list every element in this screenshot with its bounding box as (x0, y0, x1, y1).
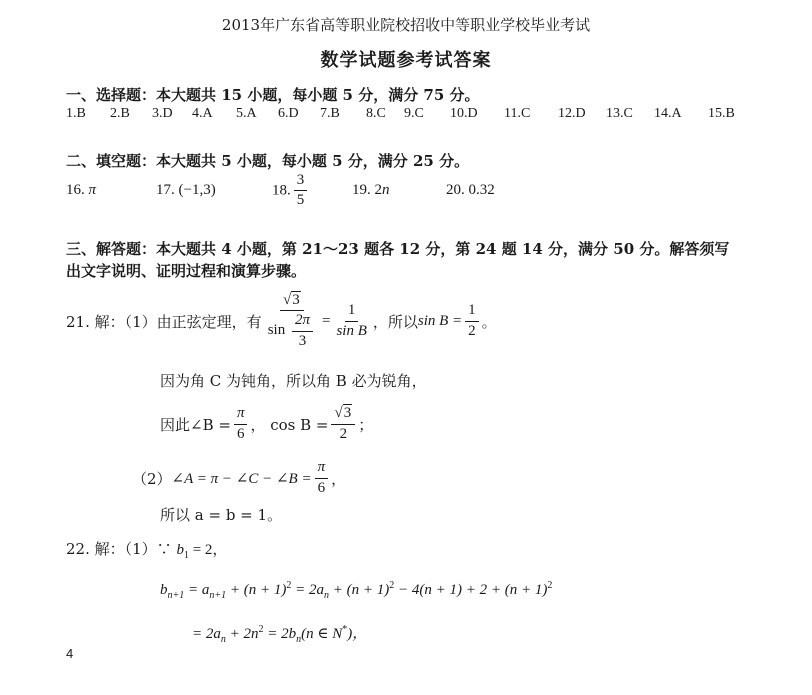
choice-answer: 3.D (152, 106, 173, 121)
choice-answer: 4.A (192, 106, 213, 121)
choice-answer: 9.C (404, 106, 424, 121)
section3-heading-line1: 三、解答题：本大题共 4 小题，第 21～23 题各 12 分，第 24 题 14 分，满分 50 分。解答须写 (66, 240, 730, 258)
choice-answer: 7.B (320, 106, 340, 121)
choice-answer: 11.C (504, 106, 531, 121)
choice-answer: 5.A (236, 106, 257, 121)
q22-line3: = $2a_n + 2n^2 = 2b_n(n$ ∈ N*)， (192, 624, 368, 645)
q21-line1: 21. 解：（1） 由正弦定理，有 √3 sin $\frac{2\pi}{3}$ = $\frac{1}{\text{sin B}}$ ，所以 sin B = $\frac{1}{2}$ 。 (66, 292, 497, 349)
q22-line2: $b_{n+1} = a_{n+1} + (n + 1)^2 = 2a_n + (n + 1)^2 - 4(n + 1) + 2 + (n + 1)^2$ (160, 580, 553, 601)
page-number: 4 (66, 646, 74, 661)
section2-heading: 二、填空题：本大题共 5 小题，每小题 5 分，满分 25 分。 (66, 152, 470, 170)
fill-answer-18: 18. $\frac{3}{5}$ (272, 172, 310, 210)
q21-line5: 所以 a = b = 1。 (160, 506, 283, 524)
choice-answer: 14.A (654, 106, 682, 121)
choice-answer: 12.D (558, 106, 586, 121)
choice-answers (66, 106, 786, 126)
choice-answer: 8.C (366, 106, 386, 121)
choice-answer: 15.B (708, 106, 735, 121)
choice-answer: 10.D (450, 106, 478, 121)
exam-title: 2013年广东省高等职业院校招收中等职业学校毕业考试 (221, 16, 591, 34)
doc-title: 数学试题参考试答案 (320, 50, 492, 71)
choice-answer: 6.D (278, 106, 299, 121)
q21-part2: （2） ∠A = π − ∠C − ∠B = $\frac{\pi}{6}$ ， (132, 459, 347, 496)
q21-line3: 因此∠B = $\frac{\pi}{6}$ ， cos B = $\frac{√3}{2}$ ； (160, 405, 374, 442)
choice-answer: 2.B (110, 106, 130, 121)
choice-answer: 13.C (606, 106, 633, 121)
fill-answer-16: 16. π (66, 182, 97, 198)
fill-answer-17: 17. (−1,3) (156, 182, 216, 198)
q21-line2: 因为角 C 为钝角，所以角 B 必为锐角， (160, 372, 427, 390)
choice-answer: 1.B (66, 106, 86, 121)
section3-heading-line2: 出文字说明、证明过程和演算步骤。 (66, 262, 307, 280)
section1-heading: 一、选择题：本大题共 15 小题，每小题 5 分，满分 75 分。 (66, 86, 480, 104)
fill-answer-19: 19. 2n (352, 182, 390, 198)
q22-line1: 22. 解：（1）∵ $b_1 = 2$， (66, 540, 228, 561)
fill-answer-20: 20. 0.32 (446, 182, 495, 198)
